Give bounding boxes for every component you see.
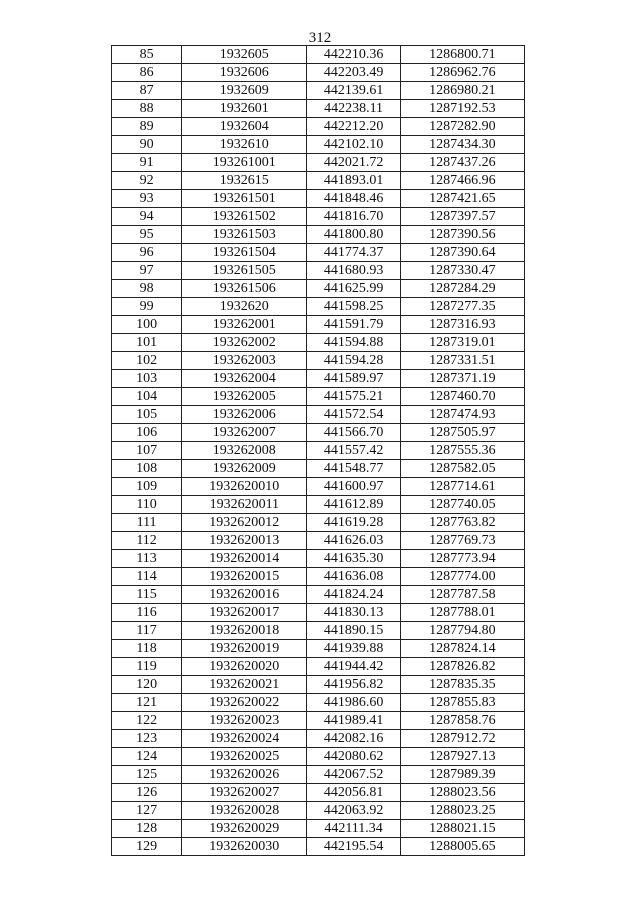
point-id-cell: 1932620 [182,298,307,316]
x-coordinate-cell: 441598.25 [307,298,400,316]
table-row [112,784,525,802]
point-id-cell: 193262004 [182,370,307,388]
table-row [112,190,525,208]
table-row [112,334,525,352]
table-row [112,370,525,388]
table-row [112,712,525,730]
table-row [112,262,525,280]
table-row [112,406,525,424]
point-id-cell: 193261502 [182,208,307,226]
point-id-cell: 1932620023 [182,712,307,730]
point-id-cell: 1932601 [182,100,307,118]
x-coordinate-cell: 441680.93 [307,262,400,280]
y-coordinate-cell: 1287277.35 [400,298,524,316]
x-coordinate-cell: 441986.60 [307,694,400,712]
point-id-cell: 1932606 [182,64,307,82]
point-number-cell: 94 [112,208,182,226]
y-coordinate-cell: 1287434.30 [400,136,524,154]
y-coordinate-cell: 1287390.56 [400,226,524,244]
x-coordinate-cell: 441548.77 [307,460,400,478]
y-coordinate-cell: 1288023.25 [400,802,524,820]
x-coordinate-cell: 441625.99 [307,280,400,298]
point-number-cell: 98 [112,280,182,298]
point-number-cell: 126 [112,784,182,802]
y-coordinate-cell: 1287763.82 [400,514,524,532]
x-coordinate-cell: 441956.82 [307,676,400,694]
point-id-cell: 193261001 [182,154,307,172]
table-row [112,586,525,604]
point-id-cell: 1932620017 [182,604,307,622]
point-number-cell: 119 [112,658,182,676]
point-id-cell: 193261504 [182,244,307,262]
point-id-cell: 1932620024 [182,730,307,748]
x-coordinate-cell: 441566.70 [307,424,400,442]
y-coordinate-cell: 1287773.94 [400,550,524,568]
point-number-cell: 96 [112,244,182,262]
point-id-cell: 1932605 [182,46,307,64]
point-number-cell: 117 [112,622,182,640]
table-row [112,820,525,838]
y-coordinate-cell: 1287714.61 [400,478,524,496]
table-row [112,352,525,370]
point-id-cell: 1932620030 [182,838,307,856]
point-id-cell: 1932620014 [182,550,307,568]
y-coordinate-cell: 1287192.53 [400,100,524,118]
table-row [112,802,525,820]
table-row [112,730,525,748]
point-id-cell: 1932620013 [182,532,307,550]
x-coordinate-cell: 441626.03 [307,532,400,550]
table-row [112,748,525,766]
x-coordinate-cell: 441557.42 [307,442,400,460]
x-coordinate-cell: 441636.08 [307,568,400,586]
y-coordinate-cell: 1287460.70 [400,388,524,406]
point-number-cell: 99 [112,298,182,316]
table-row [112,478,525,496]
y-coordinate-cell: 1287331.51 [400,352,524,370]
x-coordinate-cell: 441939.88 [307,640,400,658]
point-id-cell: 193262006 [182,406,307,424]
x-coordinate-cell: 441830.13 [307,604,400,622]
point-number-cell: 121 [112,694,182,712]
x-coordinate-cell: 441890.15 [307,622,400,640]
point-id-cell: 1932620026 [182,766,307,784]
point-number-cell: 91 [112,154,182,172]
point-id-cell: 1932620019 [182,640,307,658]
x-coordinate-cell: 441600.97 [307,478,400,496]
point-number-cell: 86 [112,64,182,82]
x-coordinate-cell: 442195.54 [307,838,400,856]
x-coordinate-cell: 442082.16 [307,730,400,748]
point-id-cell: 193262003 [182,352,307,370]
point-id-cell: 193261501 [182,190,307,208]
point-number-cell: 103 [112,370,182,388]
y-coordinate-cell: 1287989.39 [400,766,524,784]
table-row [112,208,525,226]
point-id-cell: 1932620020 [182,658,307,676]
y-coordinate-cell: 1287855.83 [400,694,524,712]
y-coordinate-cell: 1287505.97 [400,424,524,442]
table-row [112,298,525,316]
coordinates-table [111,45,525,856]
y-coordinate-cell: 1287390.64 [400,244,524,262]
x-coordinate-cell: 441816.70 [307,208,400,226]
table-row [112,424,525,442]
point-number-cell: 116 [112,604,182,622]
x-coordinate-cell: 441824.24 [307,586,400,604]
x-coordinate-cell: 442210.36 [307,46,400,64]
point-number-cell: 104 [112,388,182,406]
point-number-cell: 115 [112,586,182,604]
point-number-cell: 123 [112,730,182,748]
point-number-cell: 100 [112,316,182,334]
x-coordinate-cell: 442056.81 [307,784,400,802]
point-id-cell: 193262001 [182,316,307,334]
y-coordinate-cell: 1287397.57 [400,208,524,226]
point-number-cell: 110 [112,496,182,514]
point-id-cell: 193261506 [182,280,307,298]
table-row [112,640,525,658]
y-coordinate-cell: 1287912.72 [400,730,524,748]
point-number-cell: 87 [112,82,182,100]
y-coordinate-cell: 1287927.13 [400,748,524,766]
x-coordinate-cell: 442111.34 [307,820,400,838]
point-number-cell: 118 [112,640,182,658]
x-coordinate-cell: 441575.21 [307,388,400,406]
y-coordinate-cell: 1287582.05 [400,460,524,478]
point-id-cell: 193261505 [182,262,307,280]
coordinates-table-body [112,46,525,856]
y-coordinate-cell: 1287788.01 [400,604,524,622]
point-number-cell: 109 [112,478,182,496]
y-coordinate-cell: 1287774.00 [400,568,524,586]
table-row [112,658,525,676]
table-row [112,622,525,640]
x-coordinate-cell: 442212.20 [307,118,400,136]
point-number-cell: 128 [112,820,182,838]
point-id-cell: 1932620015 [182,568,307,586]
point-number-cell: 112 [112,532,182,550]
x-coordinate-cell: 441594.28 [307,352,400,370]
point-id-cell: 1932620021 [182,676,307,694]
point-number-cell: 111 [112,514,182,532]
point-number-cell: 95 [112,226,182,244]
y-coordinate-cell: 1287284.29 [400,280,524,298]
x-coordinate-cell: 441989.41 [307,712,400,730]
point-id-cell: 1932620016 [182,586,307,604]
y-coordinate-cell: 1288021.15 [400,820,524,838]
point-number-cell: 97 [112,262,182,280]
y-coordinate-cell: 1286980.21 [400,82,524,100]
point-number-cell: 127 [112,802,182,820]
point-number-cell: 108 [112,460,182,478]
point-number-cell: 93 [112,190,182,208]
table-row [112,766,525,784]
table-row [112,118,525,136]
point-id-cell: 1932620022 [182,694,307,712]
y-coordinate-cell: 1287740.05 [400,496,524,514]
x-coordinate-cell: 441619.28 [307,514,400,532]
table-row [112,280,525,298]
x-coordinate-cell: 441635.30 [307,550,400,568]
point-id-cell: 193261503 [182,226,307,244]
table-row [112,694,525,712]
table-row [112,388,525,406]
table-row [112,226,525,244]
table-row [112,244,525,262]
table-row [112,604,525,622]
table-row [112,514,525,532]
table-row [112,532,525,550]
x-coordinate-cell: 441594.88 [307,334,400,352]
x-coordinate-cell: 441774.37 [307,244,400,262]
point-number-cell: 129 [112,838,182,856]
point-id-cell: 193262009 [182,460,307,478]
point-number-cell: 101 [112,334,182,352]
point-number-cell: 120 [112,676,182,694]
point-id-cell: 1932620011 [182,496,307,514]
x-coordinate-cell: 442067.52 [307,766,400,784]
point-number-cell: 114 [112,568,182,586]
point-id-cell: 1932620025 [182,748,307,766]
point-id-cell: 1932620028 [182,802,307,820]
point-id-cell: 193262008 [182,442,307,460]
point-number-cell: 90 [112,136,182,154]
y-coordinate-cell: 1287371.19 [400,370,524,388]
table-row [112,496,525,514]
x-coordinate-cell: 441572.54 [307,406,400,424]
y-coordinate-cell: 1287330.47 [400,262,524,280]
point-number-cell: 107 [112,442,182,460]
table-row [112,154,525,172]
x-coordinate-cell: 442080.62 [307,748,400,766]
y-coordinate-cell: 1287826.82 [400,658,524,676]
table-row [112,442,525,460]
point-id-cell: 1932615 [182,172,307,190]
x-coordinate-cell: 441800.80 [307,226,400,244]
y-coordinate-cell: 1288005.65 [400,838,524,856]
y-coordinate-cell: 1287835.35 [400,676,524,694]
point-number-cell: 105 [112,406,182,424]
table-row [112,550,525,568]
table-row [112,46,525,64]
table-row [112,136,525,154]
x-coordinate-cell: 442021.72 [307,154,400,172]
y-coordinate-cell: 1287316.93 [400,316,524,334]
y-coordinate-cell: 1287319.01 [400,334,524,352]
x-coordinate-cell: 442139.61 [307,82,400,100]
y-coordinate-cell: 1287858.76 [400,712,524,730]
x-coordinate-cell: 441848.46 [307,190,400,208]
page-number: 312 [308,30,332,46]
y-coordinate-cell: 1286800.71 [400,46,524,64]
point-number-cell: 124 [112,748,182,766]
point-id-cell: 1932604 [182,118,307,136]
point-id-cell: 193262005 [182,388,307,406]
point-id-cell: 1932620010 [182,478,307,496]
point-id-cell: 193262007 [182,424,307,442]
table-row [112,64,525,82]
x-coordinate-cell: 441893.01 [307,172,400,190]
point-number-cell: 122 [112,712,182,730]
y-coordinate-cell: 1288023.56 [400,784,524,802]
x-coordinate-cell: 441591.79 [307,316,400,334]
point-number-cell: 102 [112,352,182,370]
point-number-cell: 125 [112,766,182,784]
x-coordinate-cell: 442238.11 [307,100,400,118]
point-number-cell: 106 [112,424,182,442]
point-number-cell: 113 [112,550,182,568]
point-id-cell: 1932620029 [182,820,307,838]
y-coordinate-cell: 1287421.65 [400,190,524,208]
y-coordinate-cell: 1287824.14 [400,640,524,658]
x-coordinate-cell: 441612.89 [307,496,400,514]
table-row [112,838,525,856]
y-coordinate-cell: 1286962.76 [400,64,524,82]
point-number-cell: 89 [112,118,182,136]
point-id-cell: 193262002 [182,334,307,352]
table-row [112,460,525,478]
point-number-cell: 85 [112,46,182,64]
table-row [112,82,525,100]
x-coordinate-cell: 441944.42 [307,658,400,676]
x-coordinate-cell: 442102.10 [307,136,400,154]
y-coordinate-cell: 1287787.58 [400,586,524,604]
point-number-cell: 88 [112,100,182,118]
point-number-cell: 92 [112,172,182,190]
table-row [112,676,525,694]
y-coordinate-cell: 1287555.36 [400,442,524,460]
point-id-cell: 1932610 [182,136,307,154]
x-coordinate-cell: 441589.97 [307,370,400,388]
point-id-cell: 1932609 [182,82,307,100]
y-coordinate-cell: 1287769.73 [400,532,524,550]
x-coordinate-cell: 442203.49 [307,64,400,82]
y-coordinate-cell: 1287437.26 [400,154,524,172]
table-row [112,100,525,118]
point-id-cell: 1932620018 [182,622,307,640]
table-row [112,172,525,190]
y-coordinate-cell: 1287794.80 [400,622,524,640]
point-id-cell: 1932620012 [182,514,307,532]
y-coordinate-cell: 1287466.96 [400,172,524,190]
y-coordinate-cell: 1287474.93 [400,406,524,424]
table-row [112,316,525,334]
x-coordinate-cell: 442063.92 [307,802,400,820]
point-id-cell: 1932620027 [182,784,307,802]
y-coordinate-cell: 1287282.90 [400,118,524,136]
table-row [112,568,525,586]
